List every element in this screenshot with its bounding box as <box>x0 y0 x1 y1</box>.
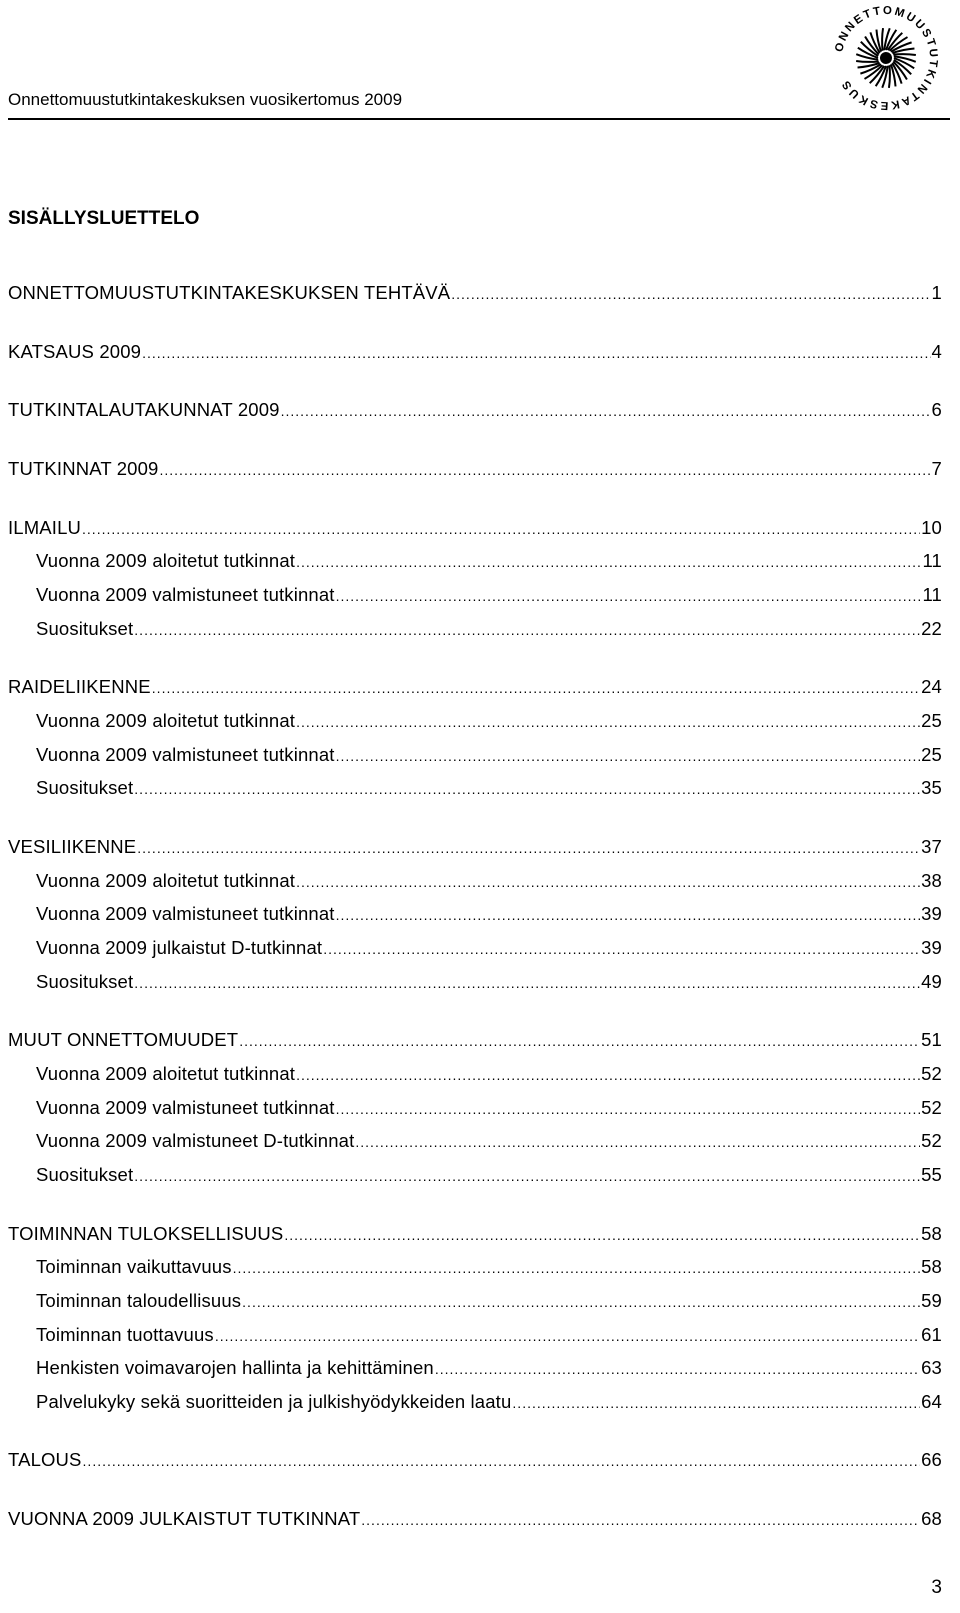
page-number: 3 <box>931 1577 942 1598</box>
toc-dot-leader <box>296 868 920 896</box>
toc-entry-page: 58 <box>921 1223 942 1244</box>
toc-entry[interactable] <box>36 867 942 895</box>
toc-entry[interactable] <box>36 1094 942 1122</box>
toc-dot-leader <box>242 1288 920 1316</box>
toc-entry-label: Vuonna 2009 valmistuneet tutkinnat <box>36 903 335 924</box>
logo-swirl-ray <box>856 61 879 62</box>
accident-investigation-logo <box>830 2 942 114</box>
toc-entry[interactable] <box>8 1220 942 1248</box>
toc-dot-leader <box>296 708 920 736</box>
toc-entry-page: 11 <box>922 550 942 571</box>
toc-dot-leader <box>134 616 920 644</box>
toc-entry[interactable] <box>36 707 942 735</box>
toc-entry-label: ILMAILU <box>8 517 82 538</box>
toc-entry-page: 39 <box>921 937 942 958</box>
toc-entry-page: 10 <box>921 517 942 538</box>
toc-entry-label: Vuonna 2009 valmistuneet tutkinnat <box>36 1097 335 1118</box>
logo-swirl-ray <box>889 65 890 88</box>
toc-entry-label: TUTKINTALAUTAKUNNAT 2009 <box>8 399 280 420</box>
toc-dot-leader <box>451 280 930 308</box>
logo-ring-text: ONNETTOMUUSTUTKINTAKESKUS <box>833 4 940 112</box>
toc-entry[interactable] <box>8 455 942 483</box>
logo-swirl-ray <box>893 54 916 55</box>
toc-entry-label: Suositukset <box>36 777 134 798</box>
toc-entry-label: Vuonna 2009 aloitetut tutkinnat <box>36 710 296 731</box>
toc-dot-leader <box>152 674 920 702</box>
toc-dot-leader <box>336 1095 921 1123</box>
toc-entry-label: Henkisten voimavarojen hallinta ja kehittäminen <box>36 1357 434 1378</box>
toc-entry[interactable] <box>8 338 942 366</box>
toc-entry[interactable] <box>36 615 942 643</box>
toc-title: SISÄLLYSLUETTELO <box>8 208 200 229</box>
toc-entry-label: TOIMINNAN TULOKSELLISUUS <box>8 1223 284 1244</box>
toc-dot-leader <box>82 515 920 543</box>
toc-entry-label: Vuonna 2009 valmistuneet tutkinnat <box>36 584 335 605</box>
toc-entry[interactable] <box>8 396 942 424</box>
toc-entry-page: 1 <box>931 282 942 303</box>
logo-center-emblem <box>856 28 916 88</box>
toc-entry-page: 38 <box>921 870 942 891</box>
toc-entry[interactable] <box>36 1287 942 1315</box>
toc-entry-page: 52 <box>921 1097 942 1118</box>
toc-entry-label: Toiminnan taloudellisuus <box>36 1290 242 1311</box>
toc-entry-page: 7 <box>931 458 942 479</box>
logo-swirl-ray <box>882 28 883 51</box>
toc-dot-leader <box>134 1162 920 1190</box>
toc-dot-leader <box>336 742 921 770</box>
toc-entry-page: 59 <box>921 1290 942 1311</box>
toc-dot-leader <box>134 775 920 803</box>
toc-entry-label: VESILIIKENNE <box>8 836 137 857</box>
toc-dot-leader <box>134 969 920 997</box>
toc-dot-leader <box>83 1447 921 1475</box>
toc-entry[interactable] <box>36 900 942 928</box>
toc-entry-page: 4 <box>931 341 942 362</box>
toc-entry-page: 49 <box>921 971 942 992</box>
toc-dot-leader <box>160 456 931 484</box>
toc-dot-leader <box>435 1355 920 1383</box>
toc-dot-leader <box>239 1027 920 1055</box>
toc-entry-label: Palvelukyky sekä suoritteiden ja julkishyödykkeiden laatu <box>36 1391 512 1412</box>
toc-dot-leader <box>323 935 920 963</box>
toc-entry-page: 52 <box>921 1130 942 1151</box>
toc-entry-page: 37 <box>921 836 942 857</box>
toc-entry-label: TALOUS <box>8 1449 82 1470</box>
toc-entry-label: Vuonna 2009 aloitetut tutkinnat <box>36 870 296 891</box>
toc-dot-leader <box>512 1389 920 1417</box>
toc-entry-page: 24 <box>921 676 942 697</box>
toc-entry-label: Vuonna 2009 valmistuneet D-tutkinnat <box>36 1130 355 1151</box>
toc-dot-leader <box>355 1128 920 1156</box>
toc-dot-leader <box>336 582 922 610</box>
toc-entry-page: 39 <box>921 903 942 924</box>
toc-entry-page: 25 <box>921 744 942 765</box>
toc-entry[interactable] <box>8 514 942 542</box>
toc-entry-page: 58 <box>921 1256 942 1277</box>
toc-entry-page: 66 <box>921 1449 942 1470</box>
toc-entry[interactable] <box>36 968 942 996</box>
toc-dot-leader <box>142 339 930 367</box>
toc-entry[interactable] <box>36 934 942 962</box>
toc-entry-label: Vuonna 2009 valmistuneet tutkinnat <box>36 744 335 765</box>
toc-dot-leader <box>296 548 921 576</box>
toc-dot-leader <box>284 1221 920 1249</box>
toc-entry[interactable] <box>36 1253 942 1281</box>
toc-entry-label: VUONNA 2009 JULKAISTUT TUTKINNAT <box>8 1508 361 1529</box>
toc-entry-page: 68 <box>921 1508 942 1529</box>
toc-entry[interactable] <box>36 1060 942 1088</box>
toc-entry-page: 35 <box>921 777 942 798</box>
toc-entry[interactable] <box>8 1446 942 1474</box>
toc-entry[interactable] <box>36 547 942 575</box>
toc-dot-leader <box>336 901 921 929</box>
toc-entry[interactable] <box>36 1321 942 1349</box>
toc-entry-page: 25 <box>921 710 942 731</box>
toc-entry-page: 22 <box>921 618 942 639</box>
toc-entry-label: TUTKINNAT 2009 <box>8 458 159 479</box>
toc-entry-label: ONNETTOMUUSTUTKINTAKESKUKSEN TEHTÄVÄ <box>8 282 451 303</box>
toc-entry-page: 52 <box>921 1063 942 1084</box>
toc-entry[interactable] <box>8 673 942 701</box>
toc-entry-label: MUUT ONNETTOMUUDET <box>8 1029 239 1050</box>
toc-entry-label: Vuonna 2009 aloitetut tutkinnat <box>36 1063 296 1084</box>
toc-entry-label: Vuonna 2009 aloitetut tutkinnat <box>36 550 296 571</box>
toc-entry[interactable] <box>36 741 942 769</box>
toc-entry[interactable] <box>8 1026 942 1054</box>
toc-entry-page: 61 <box>921 1324 942 1345</box>
toc-dot-leader <box>281 397 931 425</box>
toc-entry[interactable] <box>8 833 942 861</box>
toc-dot-leader <box>361 1506 920 1534</box>
toc-entry-label: Vuonna 2009 julkaistut D-tutkinnat <box>36 937 323 958</box>
toc-entry-page: 11 <box>922 584 942 605</box>
toc-entry[interactable] <box>36 1388 942 1416</box>
toc-entry-page: 55 <box>921 1164 942 1185</box>
toc-entry-label: KATSAUS 2009 <box>8 341 142 362</box>
toc-dot-leader <box>215 1322 920 1350</box>
toc-entry-page: 6 <box>931 399 942 420</box>
toc-entry[interactable] <box>36 1127 942 1155</box>
toc-dot-leader <box>296 1061 920 1089</box>
toc-entry-label: Suositukset <box>36 971 134 992</box>
toc-entry[interactable] <box>8 1505 942 1533</box>
toc-entry-label: Toiminnan tuottavuus <box>36 1324 214 1345</box>
header-rule <box>8 118 950 120</box>
toc-dot-leader <box>137 834 920 862</box>
toc-entry[interactable] <box>36 1354 942 1382</box>
toc-entry-page: 64 <box>921 1391 942 1412</box>
toc-entry[interactable] <box>8 279 942 307</box>
toc-entry-label: Toiminnan vaikuttavuus <box>36 1256 232 1277</box>
toc-entry[interactable] <box>36 581 942 609</box>
toc-entry-label: Suositukset <box>36 618 134 639</box>
toc-dot-leader <box>233 1254 921 1282</box>
toc-entry-page: 63 <box>921 1357 942 1378</box>
toc-entry[interactable] <box>36 1161 942 1189</box>
toc-entry[interactable] <box>36 774 942 802</box>
toc-entry-label: RAIDELIIKENNE <box>8 676 151 697</box>
header-title: Onnettomuustutkintakeskuksen vuosikertomus 2009 <box>8 90 403 109</box>
toc-entry-page: 51 <box>921 1029 942 1050</box>
logo-center-dot <box>880 52 892 64</box>
toc-entry-label: Suositukset <box>36 1164 134 1185</box>
